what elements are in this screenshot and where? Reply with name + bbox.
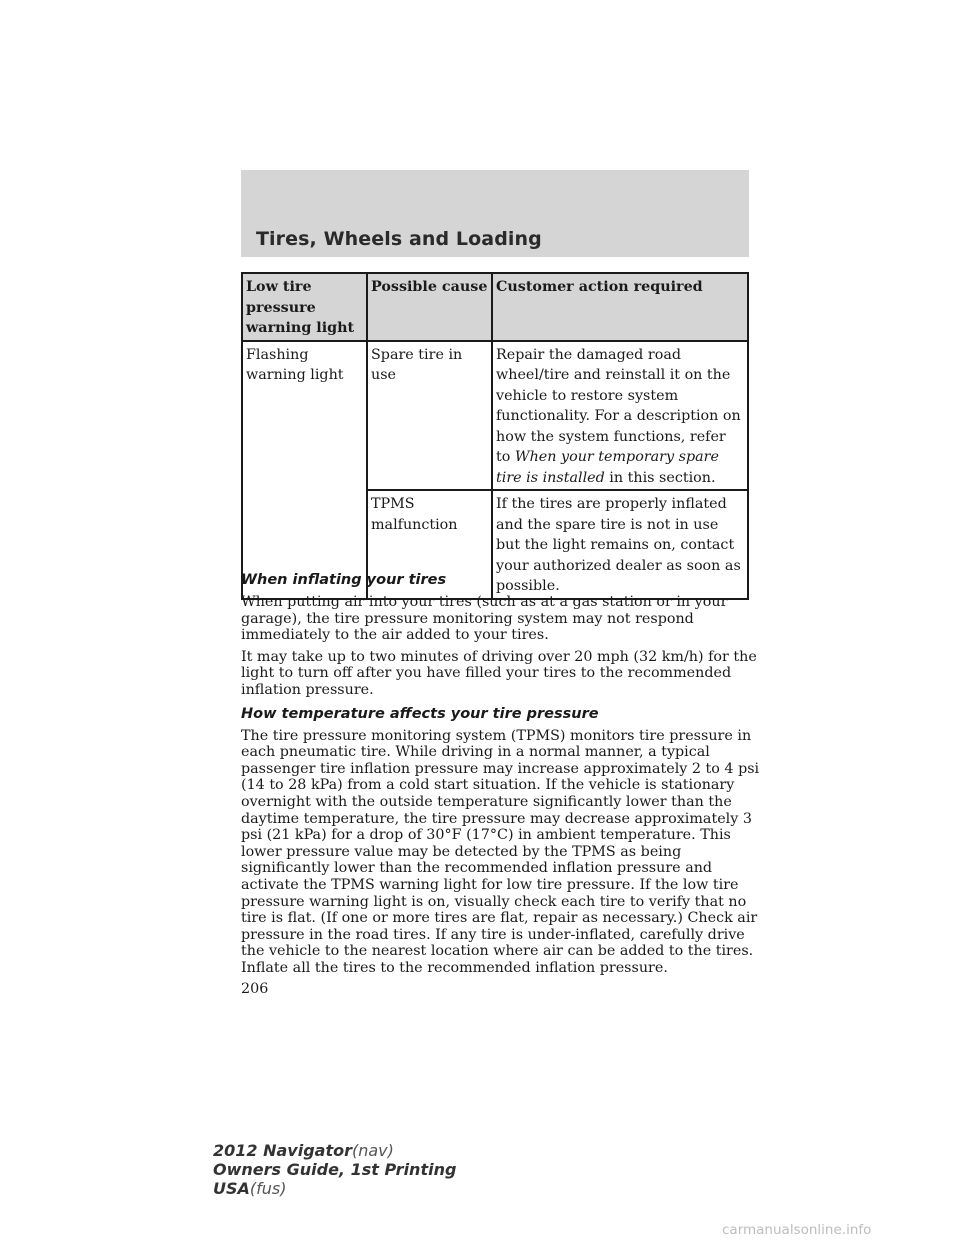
cause-cell: TPMS malfunction [367,490,492,599]
document-footer [213,1141,456,1198]
warning-light-cell: Flashing warning light [242,341,367,599]
section-heading: How temperature affects your tire pressure [241,705,599,722]
header-customer-action: Customer action required [492,273,748,341]
table-header-row [242,273,748,341]
section-title: Tires, Wheels and Loading [256,228,542,250]
page-number: 206 [241,981,269,998]
action-tail: in this section. [604,469,716,486]
watermark: carmanualsonline.info [722,1222,872,1238]
header-warning-light: Low tire pressure warning light [242,273,367,341]
footer-region: USA [213,1179,250,1198]
footer-model: 2012 Navigator [213,1141,352,1160]
action-reference: When your temporary spare tire is installed [496,449,719,486]
paragraph: The tire pressure monitoring system (TPMS) monitors tire pressure in each pneumatic tire. While driving in a normal manner, a typical passenger tire inflation pressure may increase approximately 2 to 4 psi (14 to 28 kPa) from a cold start situation. If the vehicle is stationary overnight with the outside temperature significantly lower than the daytime temperature, the tire pressure may decrease approximately 3 psi (21 kPa) for a drop of 30°F (17°C) in ambient temperature. This lower pressure value may be detected by the TPMS as being significantly lower than the recommended inflation pressure and activate the TPMS warning light for low tire pressure. If the low tire pressure warning light is on, visually check each tire to verify that no tire is flat. (If one or more tires are flat, repair as necessary.) Check air pressure in the road tires. If any tire is under-inflated, carefully drive the vehicle to the nearest location where air can be added to the tires. Inflate all the tires to the recommended inflation pressure. [241,727,760,976]
cause-cell: Spare tire in use [367,341,492,491]
footer-model-code: (nav) [351,1141,394,1160]
footer-region-code: (fus) [249,1179,287,1198]
tpms-warning-table [241,272,749,600]
paragraph: It may take up to two minutes of driving over 20 mph (32 km/h) for the light to turn off after you have filled your tires to the recommended inflation pressure. [241,648,757,698]
action-text: Repair the damaged road wheel/tire and reinstall it on the vehicle to restore system functionality. For a description on how the system functions, refer to [496,346,741,465]
action-cell [492,341,748,491]
section-heading: When inflating your tires [241,572,447,588]
action-cell: If the tires are properly inflated and the spare tire is not in use but the light remains on, contact your authorized dealer as soon as possible. [492,490,748,599]
footer-guide: Owners Guide, 1st Printing [213,1160,457,1179]
table-row [242,341,748,491]
paragraph: When putting air into your tires (such as at a gas station or in your garage), the tire pressure monitoring system may not respond immediately to the air added to your tires. [241,594,728,644]
header-possible-cause: Possible cause [367,273,492,341]
body-content [241,566,761,998]
